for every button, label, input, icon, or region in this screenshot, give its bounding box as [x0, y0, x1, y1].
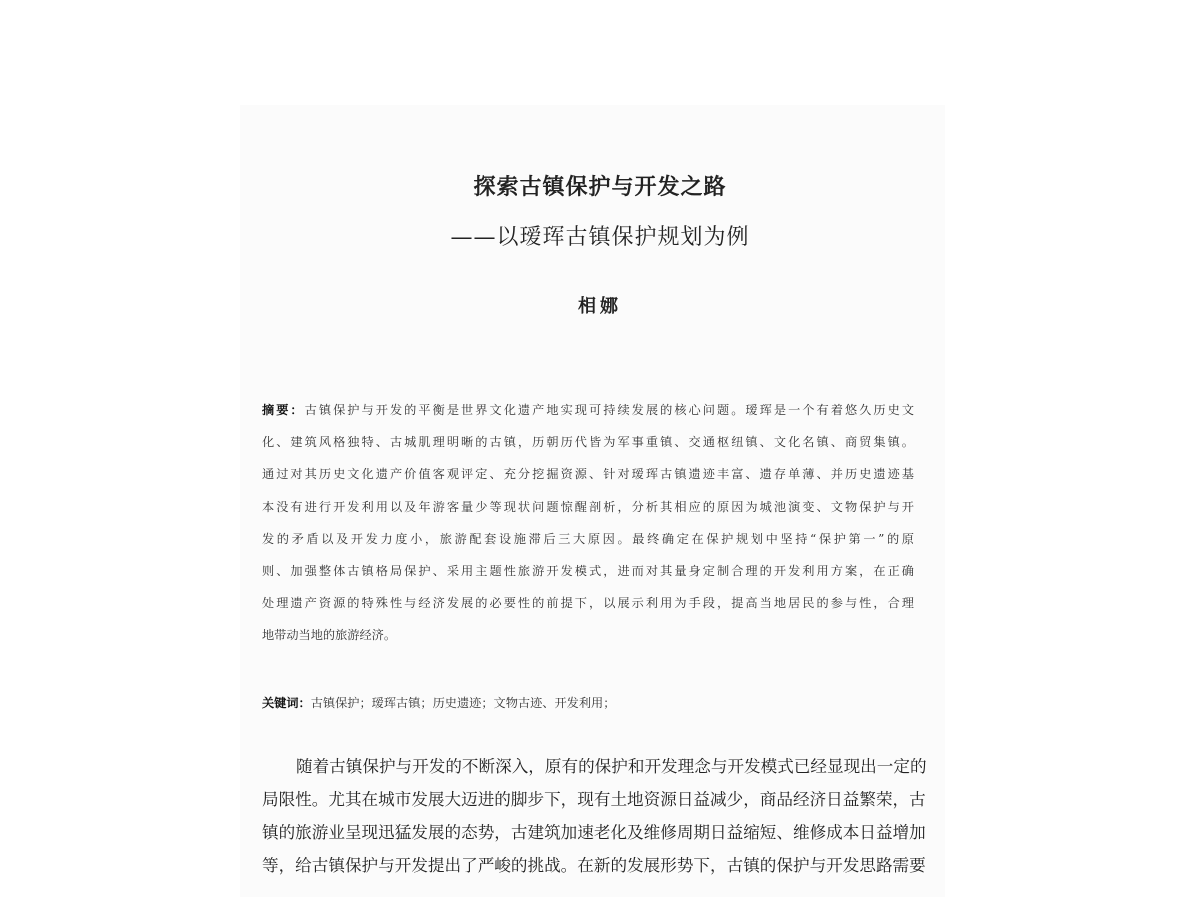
body-line: 镇的旅游业呈现迅猛发展的态势，古建筑加速老化及维修周期日益缩短、维修成本日益增加 [262, 823, 926, 842]
document-author: 相娜 [578, 296, 622, 317]
abstract-line [262, 400, 914, 432]
abstract-line: 处理遗产资源的特殊性与经济发展的必要性的前提下，以展示利用为手段，提高当地居民的参与性，合理 [262, 596, 914, 611]
abstract-label: 摘要： [262, 403, 305, 417]
body-line: 随着古镇保护与开发的不断深入，原有的保护和开发理念与开发模式已经显现出一定的 [296, 757, 927, 776]
body-line: 等，给古镇保护与开发提出了严峻的挑战。在新的发展形势下，古镇的保护与开发思路需要 [262, 856, 926, 875]
body-text [262, 754, 927, 886]
keywords-label: 关键词： [262, 696, 311, 710]
document-subtitle: ——以瑷珲古镇保护规划为例 [450, 225, 750, 250]
body-line: 局限性。尤其在城市发展大迈进的脚步下，现有土地资源日益减少，商品经济日益繁荣，古 [262, 790, 926, 809]
abstract-line: 化、建筑风格独特、古城肌理明晰的古镇，历朝历代皆为军事重镇、交通枢纽镇、文化名镇、商贸集镇。 [262, 435, 914, 450]
abstract-line: 则、加强整体古镇格局保护、采用主题性旅游开发模式，进而对其量身定制合理的开发利用方案，在正确 [262, 563, 914, 578]
keywords [262, 694, 615, 711]
abstract-line: 本没有进行开发利用以及年游客量少等现状问题惊醒剖析，分析其相应的原因为城池演变、文物保护与开 [262, 499, 914, 514]
document-title: 探索古镇保护与开发之路 [473, 175, 727, 200]
abstract [262, 400, 914, 658]
abstract-line: 通过对其历史文化遗产价值客观评定、充分挖掘资源、针对瑷珲古镇遗迹丰富、遗存单薄、并历史遗迹基 [262, 467, 914, 482]
abstract-line: 地带动当地的旅游经济。 [262, 628, 397, 643]
abstract-line: 发的矛盾以及开发力度小，旅游配套设施滞后三大原因。最终确定在保护规划中坚持“保护第一”的原 [262, 531, 914, 546]
keywords-text: 古镇保护；瑷珲古镇；历史遗迹；文物古迹、开发利用； [310, 696, 616, 710]
abstract-text: 古镇保护与开发的平衡是世界文化遗产地实现可持续发展的核心问题。瑷珲是一个有着悠久历史文 [304, 403, 915, 417]
